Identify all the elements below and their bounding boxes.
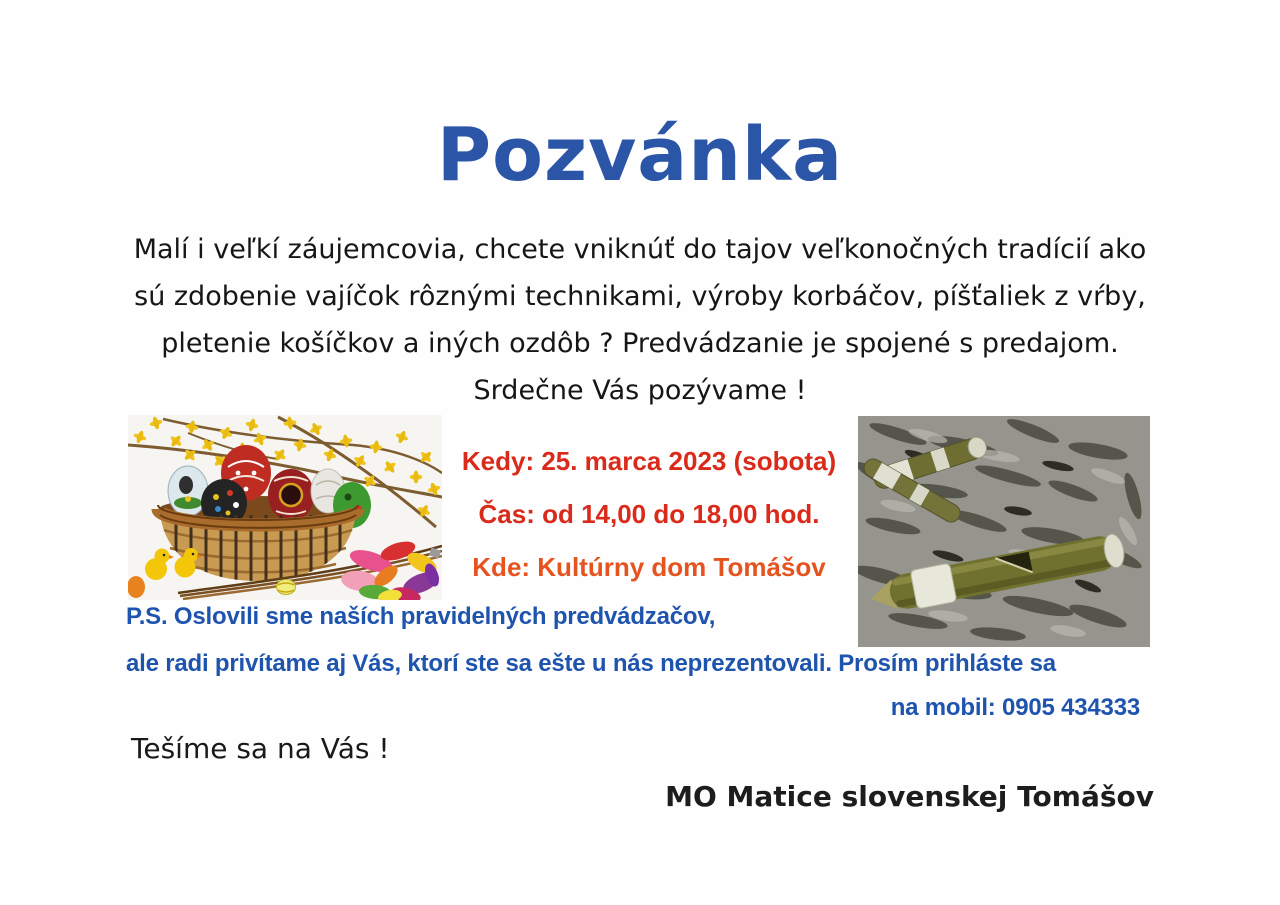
red-black-motif-egg: [268, 469, 314, 521]
page-title: Pozvánka: [436, 112, 844, 198]
intro-line-3: pletenie košíčkov a iných ozdôb ? Predvádzanie je spojené s predajom.: [161, 328, 1119, 359]
event-time: Čas: od 14,00 do 18,00 hod.: [478, 499, 820, 529]
intro-paragraph: [0, 226, 1280, 414]
signature-line: MO Matice slovenskej Tomášov: [665, 780, 1154, 813]
willow-whistles-photo-graphic: [858, 416, 1150, 647]
event-details: [436, 447, 862, 606]
intro-line-4: Srdečne Vás pozývame !: [473, 375, 807, 406]
postscript-line-2: ale radi privítame aj Vás, ktorí ste sa ešte u nás neprezentovali. Prosím prihláste sa: [126, 650, 1056, 677]
closing-line: Tešíme sa na Vás !: [131, 732, 390, 765]
intro-line-1: Malí i veľkí záujemcovia, chcete vniknúť do tajov veľkonočných tradícií ako: [133, 234, 1147, 265]
event-date: Kedy: 25. marca 2023 (sobota): [461, 446, 837, 476]
easter-basket-photo: [128, 415, 442, 600]
easter-basket-photo-graphic: [128, 415, 442, 600]
willow-whistles-photo: [858, 416, 1150, 647]
postscript-phone: na mobil: 0905 434333: [890, 694, 1140, 721]
striped-mini-egg: [277, 580, 296, 595]
event-location: Kde: Kultúrny dom Tomášov: [472, 552, 826, 582]
intro-line-2: sú zdobenie vajíčok rôznými technikami, výroby korbáčov, píšťaliek z vŕby,: [134, 281, 1146, 312]
postscript-line-1: P.S. Oslovili sme naších pravidelných predvádzačov,: [126, 603, 716, 630]
